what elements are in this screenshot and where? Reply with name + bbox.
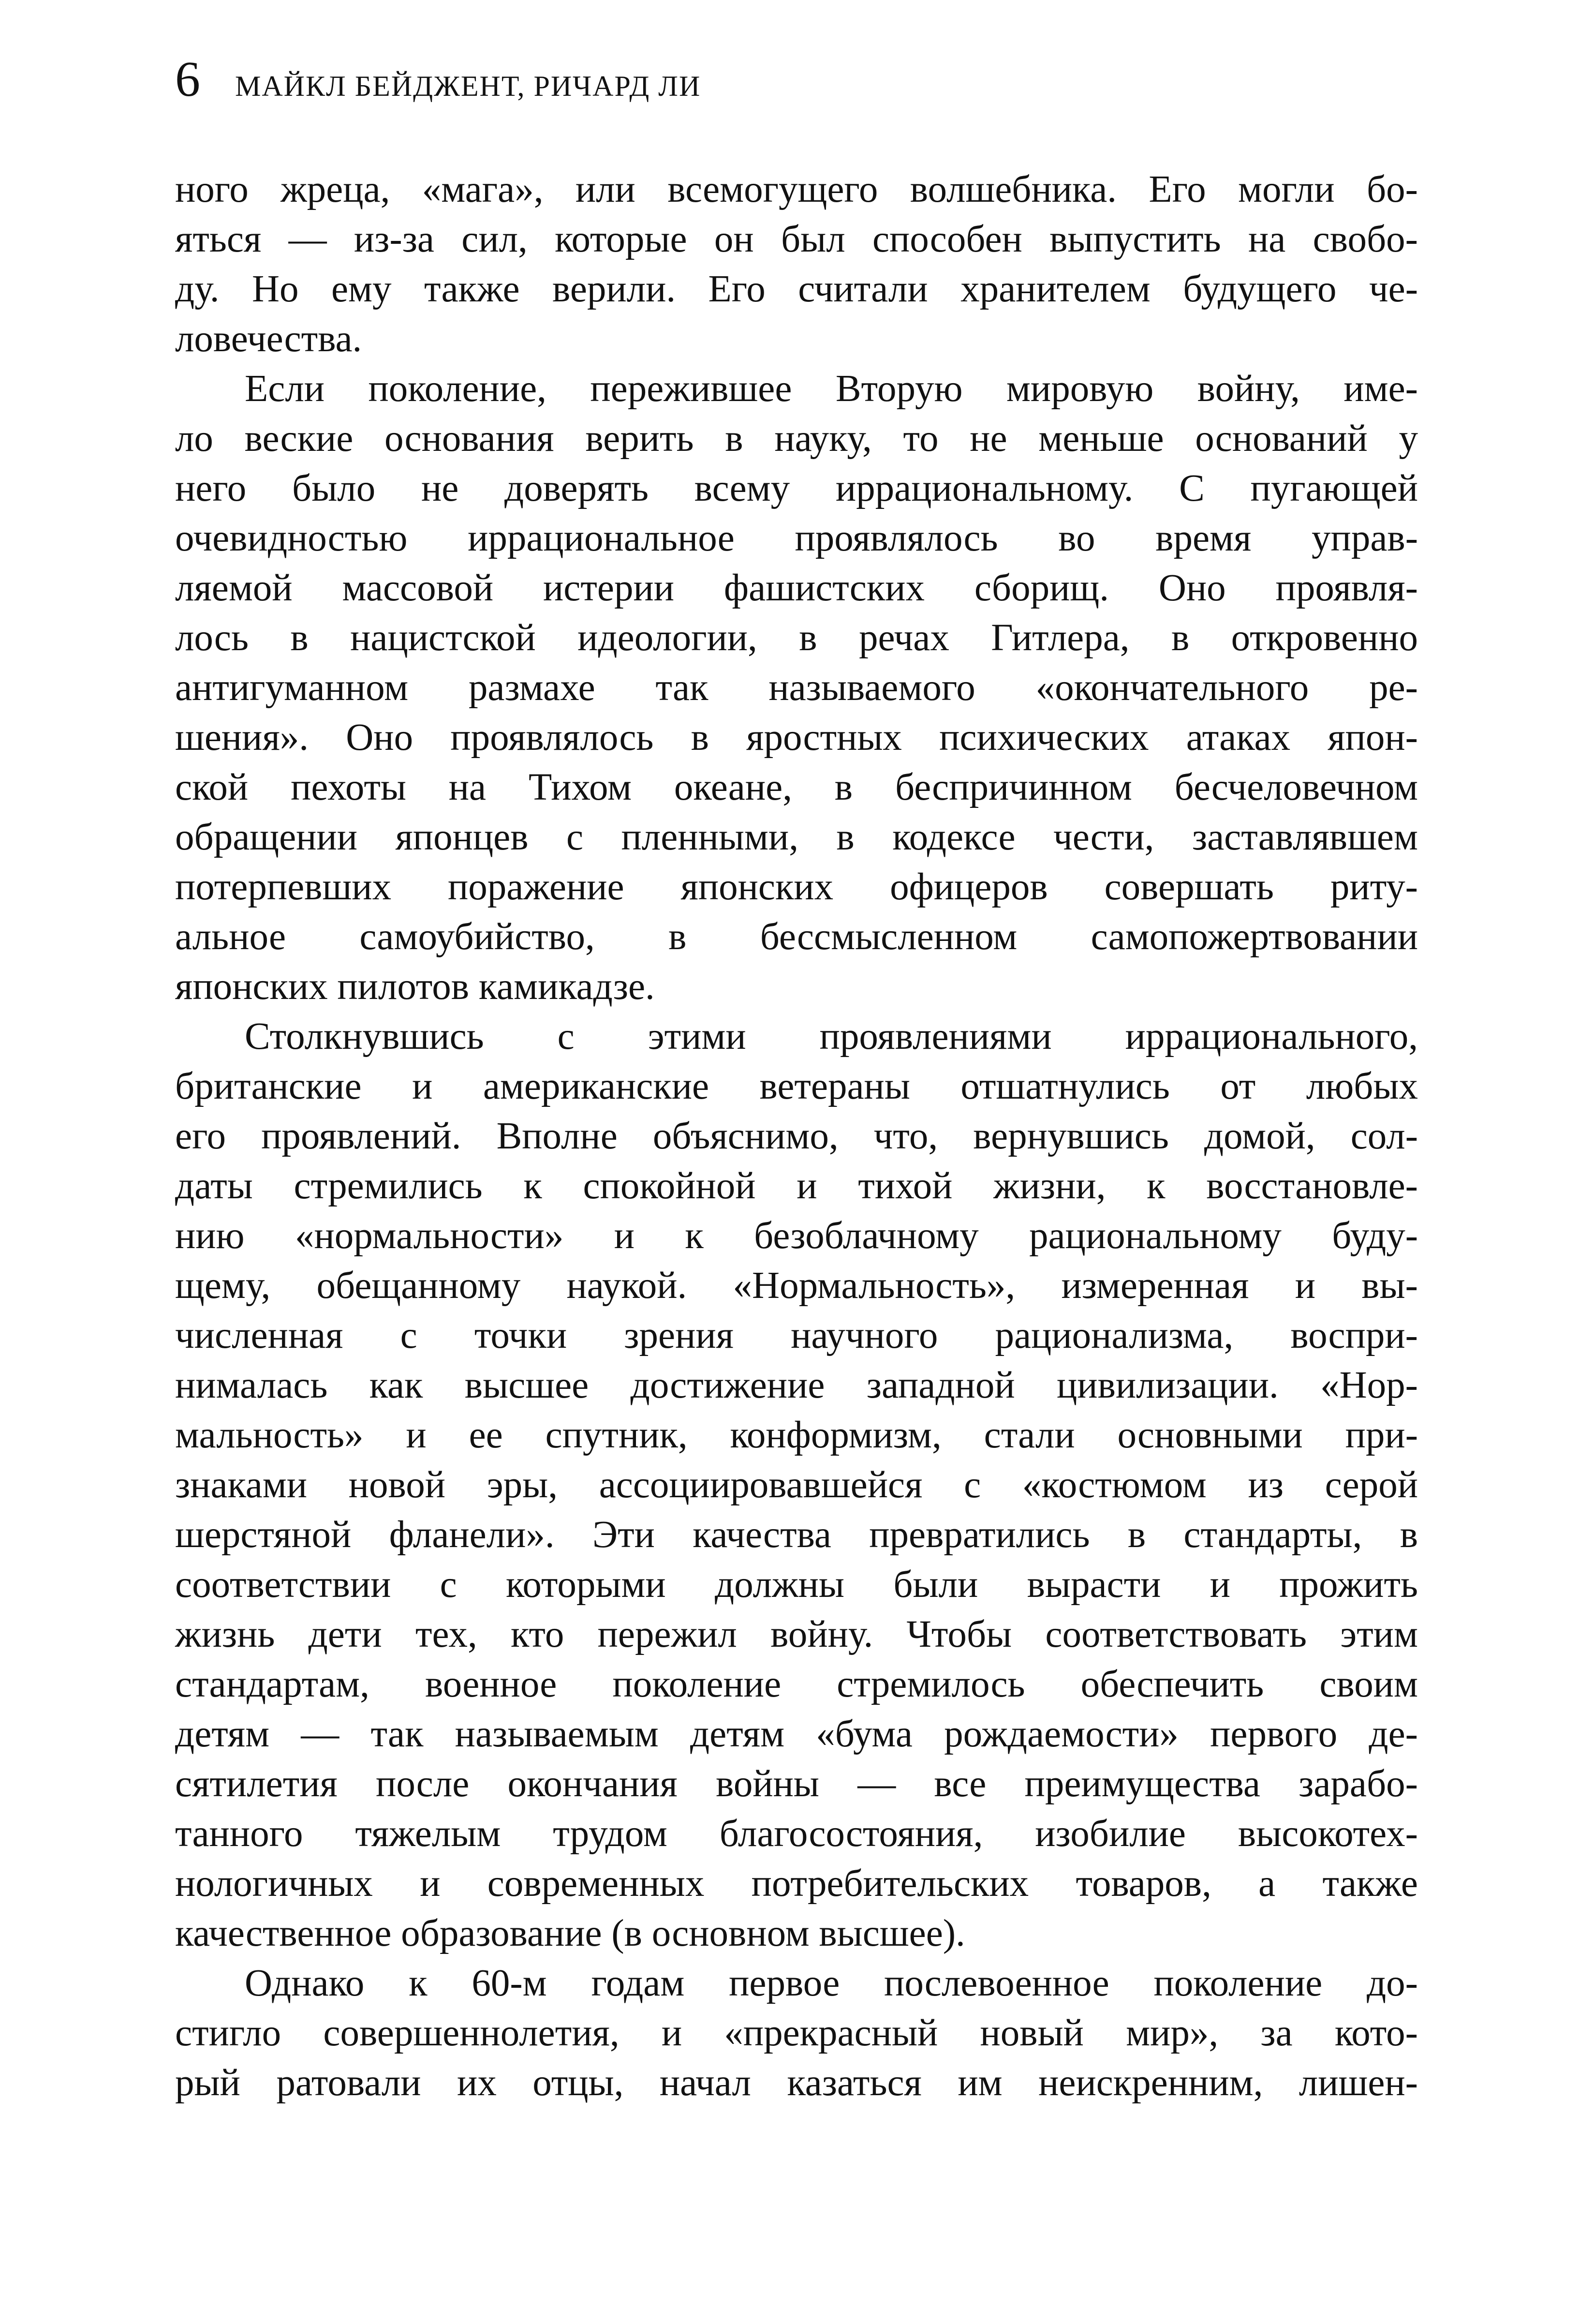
text-line: знаками новой эры, ассоциировавшейся с «костюмом из серой (175, 1464, 1418, 1506)
text-line: шения». Оно проявлялось в яростных психических атаках япон- (175, 716, 1418, 759)
text-line: Однако к 60-м годам первое послевоенное поколение до- (245, 1962, 1418, 2004)
text-line: мальность» и ее спутник, конформизм, стали основными при- (175, 1414, 1418, 1456)
paragraph (175, 364, 1418, 1012)
text-line: даты стремились к спокойной и тихой жизни, к восстановле- (175, 1165, 1418, 1207)
paragraph (175, 164, 1418, 364)
text-line: щему, обещанному наукой. «Нормальность», измеренная и вы- (175, 1265, 1418, 1307)
text-line: сятилетия после окончания войны — все преимущества зарабо- (175, 1763, 1418, 1805)
text-line: детям — так называемым детям «бума рождаемости» первого де- (175, 1713, 1418, 1755)
text-line: ской пехоты на Тихом океане, в беспричинном бесчеловечном (175, 766, 1418, 808)
text-line: японских пилотов камикадзе. (175, 966, 655, 1008)
text-line: нималась как высшее достижение западной цивилизации. «Нор- (175, 1364, 1418, 1406)
running-header (175, 51, 701, 107)
text-line: потерпевших поражение японских офицеров совершать риту- (175, 866, 1418, 908)
text-line: Если поколение, пережившее Вторую мировую войну, име- (245, 368, 1418, 410)
text-line: качественное образование (в основном высшее). (175, 1912, 965, 1954)
text-line: него было не доверять всему иррациональному. С пугающей (175, 467, 1418, 509)
paragraph (175, 1958, 1418, 2108)
text-line: очевидностью иррациональное проявлялось во время управ- (175, 517, 1418, 559)
running-title: МАЙКЛ БЕЙДЖЕНТ, РИЧАРД ЛИ (235, 70, 701, 102)
text-line: его проявлений. Вполне объяснимо, что, вернувшись домой, сол- (175, 1115, 1418, 1157)
text-line: стигло совершеннолетия, и «прекрасный новый мир», за кото- (175, 2012, 1418, 2054)
body-text (175, 164, 1418, 2108)
text-line: соответствии с которыми должны были вырасти и прожить (175, 1564, 1418, 1606)
text-line: обращении японцев с пленными, в кодексе чести, заставлявшем (175, 816, 1418, 858)
text-line: ляемой массовой истерии фашистских сборищ. Оно проявля- (175, 567, 1418, 609)
text-line: альное самоубийство, в бессмысленном самопожертвовании (175, 916, 1418, 958)
text-line: танного тяжелым трудом благосостояния, изобилие высокотех- (175, 1813, 1418, 1855)
text-line: Столкнувшись с этими проявлениями иррационального, (245, 1015, 1418, 1058)
text-line: численная с точки зрения научного рационализма, воспри- (175, 1314, 1418, 1356)
text-line: рый ратовали их отцы, начал казаться им неискренним, лишен- (175, 2062, 1418, 2104)
page-number: 6 (175, 51, 200, 107)
text-line: яться — из-за сил, которые он был способен выпустить на свобо- (175, 218, 1418, 260)
text-line: шерстяной фланели». Эти качества превратились в стандарты, в (175, 1514, 1418, 1556)
text-line: антигуманном размахе так называемого «окончательного ре- (175, 667, 1418, 709)
text-line: ду. Но ему также верили. Его считали хранителем будущего че- (175, 268, 1418, 310)
text-line: ловечества. (175, 318, 362, 360)
text-line: нию «нормальности» и к безоблачному рациональному буду- (175, 1215, 1418, 1257)
text-line: нологичных и современных потребительских товаров, а также (175, 1862, 1418, 1905)
text-line: жизнь дети тех, кто пережил войну. Чтобы соответствовать этим (175, 1613, 1418, 1655)
text-line: стандартам, военное поколение стремилось обеспечить своим (175, 1663, 1418, 1705)
text-line: лось в нацистской идеологии, в речах Гитлера, в откровенно (175, 617, 1418, 659)
text-line: ло веские основания верить в науку, то не меньше оснований у (175, 417, 1418, 460)
text-line: ного жреца, «мага», или всемогущего волшебника. Его могли бо- (175, 168, 1418, 210)
text-line: британские и американские ветераны отшатнулись от любых (175, 1065, 1418, 1107)
paragraph (175, 1012, 1418, 1958)
